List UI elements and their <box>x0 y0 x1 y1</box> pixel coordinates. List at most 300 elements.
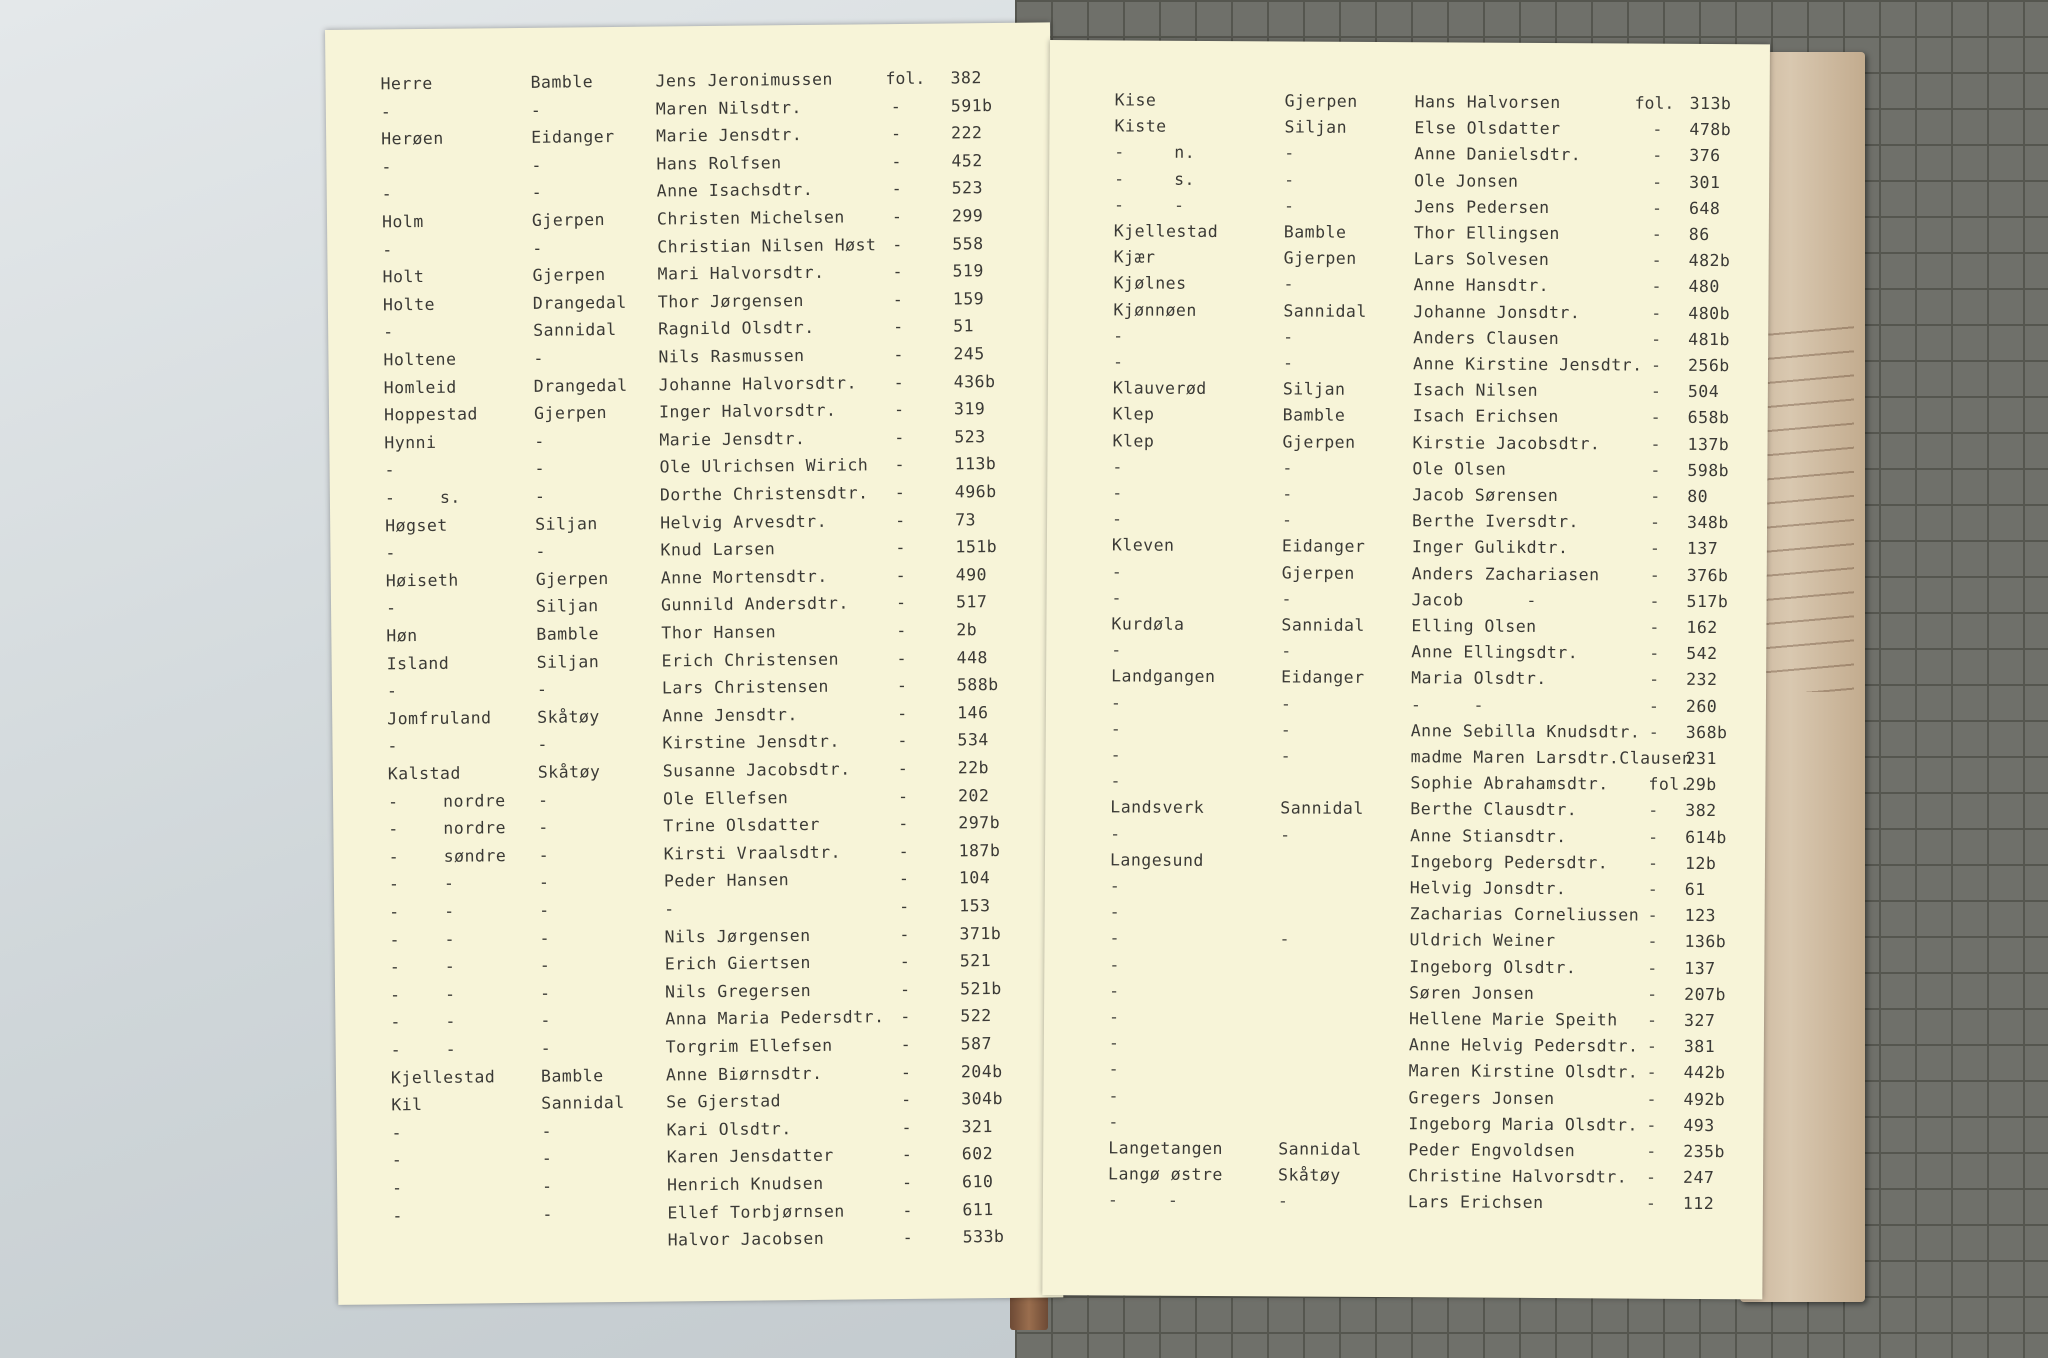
dash-cell: - <box>1652 119 1663 139</box>
name-cell: Berthe Iversdtr. <box>1412 511 1580 532</box>
name-cell: Hans Rolfsen <box>656 153 782 174</box>
place-cell: - <box>390 1012 401 1032</box>
dash-cell: - <box>1651 250 1663 270</box>
name-cell: Ragnild Olsdtr. <box>658 318 815 339</box>
folio-cell: 493 <box>1683 1115 1715 1135</box>
parish-cell: - <box>537 790 549 810</box>
table-row <box>327 178 1052 210</box>
dash-cell: - <box>1648 722 1660 742</box>
parish-cell: Siljan <box>536 651 600 672</box>
folio-cell: 232 <box>1686 670 1718 690</box>
dash-cell: - <box>1651 329 1662 349</box>
name-cell: Lars Erichsen <box>1407 1192 1544 1213</box>
table-row <box>1048 273 1768 301</box>
name-cell: Anna Maria Pedersdtr. <box>665 1007 885 1029</box>
folio-cell: 235b <box>1683 1141 1726 1162</box>
name-cell: Erich Christensen <box>661 649 840 671</box>
parish-cell: Bamble <box>540 1065 604 1086</box>
parish-cell: - <box>1282 353 1294 373</box>
table-row <box>1044 1059 1764 1087</box>
parish-cell: - <box>1281 641 1292 661</box>
right-page <box>1042 40 1770 1299</box>
folio-cell: 482b <box>1688 251 1731 271</box>
table-row <box>333 813 1058 845</box>
name-cell: Susanne Jacobsdtr. <box>662 759 851 781</box>
table-row <box>329 426 1054 458</box>
table-row <box>1044 955 1764 983</box>
table-row <box>332 675 1057 707</box>
parish-cell: Sannidal <box>541 1093 625 1113</box>
dash-cell: - <box>894 455 906 475</box>
dash-cell: - <box>1650 486 1661 506</box>
place-cell: - <box>388 874 400 894</box>
table-row <box>327 205 1052 237</box>
place-cell: Kjønnøen <box>1113 299 1197 320</box>
place-cell: - <box>1114 168 1125 189</box>
parish-cell: - <box>1282 484 1293 504</box>
parish-cell: - <box>538 817 549 837</box>
place-cell: - <box>392 1178 403 1198</box>
table-row <box>1049 195 1769 223</box>
place-cell: Holt <box>382 267 425 287</box>
place-cell: - <box>1110 719 1122 739</box>
parish-cell: Gjerpen <box>1284 91 1358 111</box>
dash-cell: - <box>900 1034 912 1055</box>
name-cell: Anne Ellingsdtr. <box>1411 642 1579 663</box>
dash-cell: - <box>895 510 906 530</box>
dash-cell: - <box>899 924 911 944</box>
folio-cell: 256b <box>1687 355 1730 376</box>
table-row <box>1045 771 1765 799</box>
parish-cell: Skåtøy <box>537 706 600 727</box>
name-cell: Maria Olsdtr. <box>1411 668 1547 689</box>
parish-cell: - <box>1284 170 1295 190</box>
table-row <box>332 702 1057 734</box>
name-cell: Hans Halvorsen <box>1414 92 1561 113</box>
dash-cell: - <box>1647 879 1659 899</box>
name-cell: Else Olsdatter <box>1414 118 1561 139</box>
place-cell: Kil <box>391 1095 423 1115</box>
folio-cell: 610 <box>961 1172 994 1192</box>
dash-cell: - <box>1651 277 1663 297</box>
dash-cell: - <box>901 1145 913 1165</box>
place-cell: - <box>387 736 399 756</box>
name-cell: Se Gjerstad <box>666 1091 782 1112</box>
folio-cell: 137b <box>1687 434 1730 454</box>
table-row <box>1044 1033 1764 1061</box>
parish-cell: - <box>542 1176 553 1196</box>
name-cell: Ole Ulrichsen Wirich <box>659 455 869 477</box>
parish-cell: - <box>1279 929 1291 949</box>
folio-cell: 319 <box>953 399 986 419</box>
parish-cell: Sannidal <box>1278 1139 1362 1159</box>
name-cell: Christine Halvorsdtr. <box>1408 1166 1628 1187</box>
parish-cell: Gjerpen <box>1283 248 1357 269</box>
folio-cell: 22b <box>957 758 990 778</box>
folio-cell: 521 <box>959 951 992 971</box>
folio-cell: 136b <box>1684 932 1727 952</box>
parish-cell: Sannidal <box>533 320 617 341</box>
name-cell: Anne Hansdtr. <box>1413 275 1550 296</box>
dash-cell: - <box>891 206 903 227</box>
dash-cell: - <box>1650 408 1662 428</box>
table-row <box>1047 509 1767 537</box>
parish-cell: - <box>531 155 542 175</box>
name-cell: Berthe Clausdtr. <box>1410 799 1578 820</box>
parish-cell: - <box>541 1121 553 1141</box>
folio-cell: 207b <box>1684 984 1726 1004</box>
folio-cell: 73 <box>955 509 977 530</box>
folio-cell: 480b <box>1688 303 1731 323</box>
dash-cell: - <box>893 400 905 420</box>
place-cell: Landgangen <box>1111 666 1216 687</box>
place-cell: - <box>389 957 401 977</box>
name-cell: Erich Giertsen <box>664 953 811 974</box>
folio-cell: 522 <box>960 1006 992 1026</box>
sub-cell: - <box>1173 195 1185 215</box>
parish-cell: Eidanger <box>531 127 615 148</box>
folio-cell: 29b <box>1685 775 1717 795</box>
dash-cell: - <box>893 344 904 365</box>
place-cell: Holte <box>382 294 436 315</box>
place-cell: - <box>389 929 401 949</box>
parish-cell: Bamble <box>1283 222 1347 242</box>
place-cell: Langø østre <box>1108 1164 1223 1185</box>
dash-cell: - <box>1647 853 1659 873</box>
folio-header: fol. <box>1634 93 1675 113</box>
name-cell: Inger Gulikdtr. <box>1411 537 1569 558</box>
parish-cell: - <box>1281 589 1293 609</box>
name-cell: Nils Gregersen <box>664 980 812 1002</box>
name-cell: Ingeborg Pedersdtr. <box>1409 852 1609 873</box>
dash-cell: - <box>1646 1063 1658 1083</box>
dash-cell: - <box>894 482 906 503</box>
dash-cell: - <box>1652 146 1663 166</box>
folio-cell: 137 <box>1684 958 1716 978</box>
folio-cell: 382 <box>950 68 982 88</box>
folio-cell: 162 <box>1686 617 1718 638</box>
table-row <box>1048 352 1768 380</box>
place-cell: Klep <box>1112 404 1155 425</box>
dash-cell: - <box>900 1062 912 1082</box>
place-cell: - <box>387 791 399 811</box>
parish-cell: - <box>539 928 551 948</box>
place-cell: Høgset <box>385 515 448 535</box>
parish-cell: - <box>541 1149 553 1169</box>
folio-cell: 523 <box>954 426 986 447</box>
parish-cell: - <box>534 459 546 479</box>
folio-cell: 61 <box>1684 879 1706 900</box>
parish-cell: Gjerpen <box>535 568 609 589</box>
place-cell: Kurdøla <box>1111 614 1185 634</box>
name-cell: Anne Jensdtr. <box>662 704 798 726</box>
folio-cell: 452 <box>951 150 983 171</box>
dash-cell: - <box>902 1200 913 1220</box>
place-cell: - <box>1108 1033 1120 1053</box>
folio-cell: 80 <box>1687 486 1709 507</box>
place-cell: - <box>1109 981 1120 1001</box>
name-cell: Inger Halvorsdtr. <box>658 400 837 422</box>
folio-cell: 304b <box>961 1089 1004 1109</box>
place-cell: - <box>386 681 398 701</box>
table-row <box>334 840 1059 872</box>
folio-cell: 299 <box>951 206 984 226</box>
table-row <box>1044 928 1764 956</box>
folio-cell: 321 <box>961 1116 993 1137</box>
table-row <box>335 1006 1060 1038</box>
name-cell: Lars Solvesen <box>1413 249 1550 270</box>
place-cell: - <box>1111 640 1122 660</box>
parish-cell: - <box>1284 143 1295 163</box>
place-cell: - <box>1109 928 1121 948</box>
dash-cell: - <box>1650 434 1662 454</box>
table-row <box>326 95 1051 127</box>
dash-cell: - <box>892 234 903 254</box>
name-cell: Jacob Sørensen <box>1412 485 1559 506</box>
folio-cell: 658b <box>1687 408 1730 428</box>
name-cell: Helvig Arvesdtr. <box>660 511 828 533</box>
sub-cell: s. <box>1174 169 1196 189</box>
name-cell: Ole Ellefsen <box>662 787 789 809</box>
folio-cell: 153 <box>959 896 991 916</box>
parish-cell: Siljan <box>535 513 598 534</box>
name-cell: madme Maren Larsdtr.Clausen <box>1410 747 1693 768</box>
table-row <box>333 785 1058 817</box>
table-row <box>334 923 1059 955</box>
place-cell: - <box>1108 1112 1119 1132</box>
parish-cell: - <box>535 541 547 562</box>
table-row <box>1048 326 1768 354</box>
table-row <box>330 537 1055 569</box>
dash-cell: - <box>1648 801 1659 821</box>
dash-cell: - <box>893 372 905 392</box>
folio-cell: 523 <box>951 178 984 198</box>
dash-cell: - <box>1646 1167 1657 1187</box>
place-cell: Island <box>386 653 450 673</box>
place-cell: Herøen <box>381 128 444 149</box>
folio-cell: 478b <box>1689 120 1732 140</box>
dash-cell: fol. <box>1648 774 1691 795</box>
table-row <box>1044 981 1764 1009</box>
place-cell: - <box>389 902 400 922</box>
name-cell: Ingeborg Olsdtr. <box>1409 956 1577 977</box>
place-cell: - <box>391 1123 403 1143</box>
place-cell: Klep <box>1112 430 1155 451</box>
name-cell: Nils Jørgensen <box>664 925 811 947</box>
place-cell: - <box>391 1150 403 1170</box>
sub-cell: nordre <box>442 790 506 811</box>
parish-cell: - <box>534 431 545 451</box>
name-cell: Gunnild Andersdtr. <box>660 593 849 615</box>
name-cell: Halvor Jacobsen <box>667 1229 825 1250</box>
dash-cell: - <box>898 814 909 834</box>
name-cell: Christen Michelsen <box>656 207 845 229</box>
name-cell: Anders Clausen <box>1413 328 1560 348</box>
place-cell: Høiseth <box>385 570 459 591</box>
dash-cell: - <box>896 620 907 641</box>
parish-cell: Siljan <box>1282 379 1346 399</box>
table-row <box>331 592 1056 624</box>
parish-cell: - <box>539 900 550 920</box>
name-cell: Isach Nilsen <box>1412 380 1539 401</box>
name-cell: Kirstie Jacobsdtr. <box>1412 432 1601 453</box>
name-cell: Kirstine Jensdtr. <box>662 732 840 753</box>
folio-cell: 598b <box>1687 460 1730 480</box>
parish-cell: - <box>538 873 550 893</box>
dash-cell: - <box>1650 512 1661 532</box>
name-cell: Anne Mortensdtr. <box>660 566 828 588</box>
folio-cell: 368b <box>1685 722 1728 742</box>
dash-cell: - <box>1646 1010 1658 1030</box>
table-row <box>336 1116 1061 1148</box>
folio-cell: 382 <box>1685 801 1717 821</box>
table-row <box>328 288 1053 320</box>
place-cell: - <box>388 819 399 839</box>
parish-cell: Sannidal <box>1280 798 1364 819</box>
dash-cell: - <box>892 262 904 282</box>
folio-cell: 260 <box>1685 696 1718 716</box>
parish-cell: Drangedal <box>533 375 628 396</box>
sub-cell: - <box>1167 1191 1179 1211</box>
table-row <box>1049 142 1769 170</box>
table-row <box>1049 169 1769 197</box>
table-row <box>336 1089 1061 1121</box>
name-cell: Thor Hansen <box>661 622 777 643</box>
place-cell: Hoppestad <box>383 404 479 425</box>
table-row <box>1045 797 1765 825</box>
parish-cell: - <box>1280 720 1292 740</box>
place-cell: - <box>1114 142 1125 162</box>
table-row <box>332 647 1057 679</box>
folio-cell: 245 <box>953 344 985 364</box>
name-cell: Anne Stiansdtr. <box>1410 825 1567 846</box>
name-cell: Marie Jensdtr. <box>659 428 806 450</box>
place-cell: - <box>1111 588 1123 608</box>
table-row <box>338 1227 1063 1259</box>
dash-cell: - <box>1649 539 1661 559</box>
dash-cell: - <box>1650 460 1661 480</box>
table-row <box>335 978 1060 1010</box>
folio-cell: 376 <box>1689 146 1721 166</box>
parish-cell: - <box>1283 196 1295 216</box>
dash-cell: - <box>1647 932 1658 952</box>
table-row <box>1046 640 1766 668</box>
dash-cell: - <box>899 979 911 999</box>
dash-cell: - <box>895 565 907 585</box>
sub-cell: - <box>443 874 455 894</box>
dash-cell: - <box>1651 224 1663 244</box>
table-row <box>1045 902 1765 930</box>
folio-cell: 151b <box>955 537 998 557</box>
name-cell: Anne Helvig Pedersdtr. <box>1408 1035 1639 1056</box>
dash-cell: - <box>1648 827 1659 847</box>
place-cell: Kjellestad <box>1113 221 1219 242</box>
parish-cell: - <box>534 486 546 506</box>
table-row <box>330 454 1055 486</box>
table-row <box>1043 1086 1763 1114</box>
name-cell: Helvig Jonsdtr. <box>1409 878 1567 899</box>
table-row <box>325 67 1050 99</box>
folio-cell: 327 <box>1683 1010 1716 1031</box>
dash-cell: - <box>1647 958 1658 978</box>
table-row <box>1047 562 1767 590</box>
parish-cell: Siljan <box>535 596 599 617</box>
dash-cell: - <box>895 593 907 613</box>
place-cell: - <box>380 101 392 122</box>
table-row <box>1044 1007 1764 1035</box>
folio-cell: 542 <box>1686 644 1718 664</box>
dash-cell: - <box>897 703 908 723</box>
place-cell: - <box>1107 1190 1119 1210</box>
folio-cell: 371b <box>959 923 1002 943</box>
dash-cell: - <box>897 758 909 779</box>
place-cell: - <box>1113 326 1124 346</box>
name-cell: Trine Olsdatter <box>663 815 820 836</box>
folio-cell: 301 <box>1689 172 1721 192</box>
parish-cell: - <box>530 100 542 120</box>
parish-cell: Bamble <box>536 624 600 644</box>
place-cell: Kjølnes <box>1113 273 1187 294</box>
table-row <box>329 399 1054 431</box>
parish-cell: - <box>1280 825 1291 845</box>
place-cell: - <box>384 488 396 508</box>
parish-cell: Drangedal <box>532 292 627 313</box>
dash-cell: - <box>1649 670 1660 690</box>
parish-cell: Eidanger <box>1281 536 1366 557</box>
table-row <box>1045 824 1765 852</box>
name-cell: Jacob - <box>1411 590 1537 610</box>
parish-cell: - <box>531 183 543 203</box>
name-cell: Anne Kirstine Jensdtr. <box>1412 354 1643 375</box>
sub-cell: søndre <box>443 845 507 866</box>
parish-cell: - <box>537 735 549 755</box>
name-cell: Nils Rasmussen <box>658 345 805 367</box>
table-row <box>1049 116 1769 144</box>
parish-cell: - <box>539 955 551 975</box>
sub-cell: - <box>444 929 456 949</box>
dash-cell: - <box>898 869 910 889</box>
place-cell: - <box>1109 954 1120 975</box>
table-row <box>330 481 1055 513</box>
folio-cell: 231 <box>1685 748 1717 769</box>
folio-cell: 297b <box>958 813 1001 833</box>
place-cell: Kjellestad <box>390 1066 496 1087</box>
folio-cell: 534 <box>957 730 989 750</box>
table-row <box>331 564 1056 596</box>
folio-cell: 381 <box>1683 1037 1716 1057</box>
folio-cell: 204b <box>960 1061 1003 1081</box>
table-row <box>1047 588 1767 616</box>
table-row <box>335 951 1060 983</box>
place-cell: Langesund <box>1109 850 1204 870</box>
table-row <box>1047 483 1767 511</box>
table-row <box>1046 745 1766 773</box>
dash-cell: - <box>1646 1141 1657 1161</box>
sub-cell: - <box>445 1039 457 1059</box>
name-cell: Knud Larsen <box>660 539 776 560</box>
dash-cell: - <box>1652 172 1663 192</box>
dash-cell: - <box>1649 591 1661 611</box>
dash-cell: - <box>902 1228 914 1248</box>
place-cell: - <box>392 1205 403 1225</box>
parish-cell: - <box>1283 274 1295 294</box>
name-cell: Hellene Marie Speith <box>1408 1009 1618 1030</box>
place-cell: - <box>1112 483 1123 503</box>
folio-cell: 51 <box>953 316 975 336</box>
name-cell: Gregers Jonsen <box>1408 1087 1555 1108</box>
place-cell: - <box>1111 561 1123 582</box>
table-row <box>330 509 1055 541</box>
